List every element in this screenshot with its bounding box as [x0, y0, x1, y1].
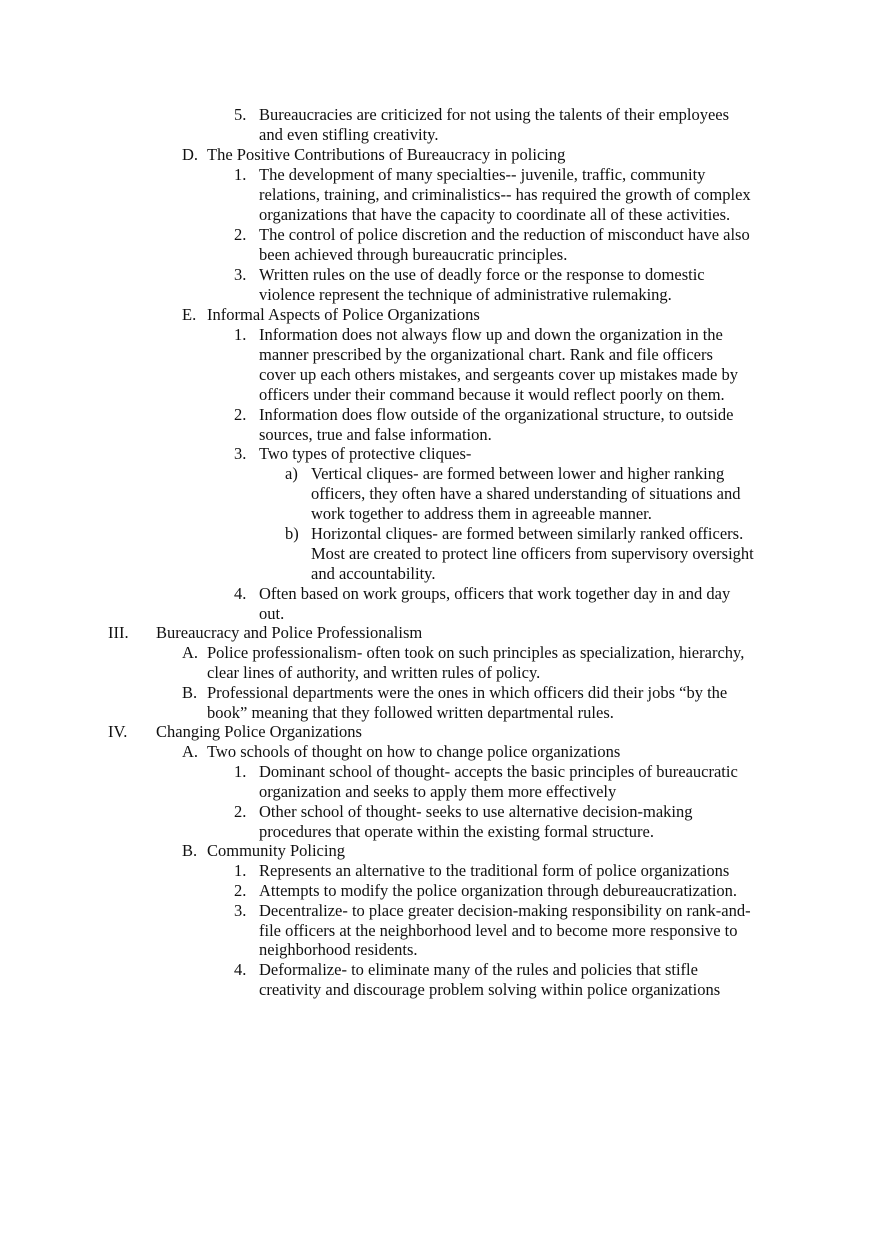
subitem-text-line: Horizontal cliques- are formed between similarly ranked officers. — [311, 524, 744, 543]
item-marker: 4. — [234, 960, 247, 979]
item-text-line: organizations that have the capacity to coordinate all of these activities. — [259, 205, 731, 224]
item-text-line: relations, training, and criminalistics-- has required the growth of complex — [259, 185, 751, 204]
item-text-line: creativity and discourage problem solving within police organizations — [259, 980, 721, 999]
item-marker: 2. — [234, 802, 247, 821]
item-text-line: Represents an alternative to the traditional form of police organizations — [259, 861, 730, 880]
item-text-line: violence represent the technique of administrative rulemaking. — [259, 285, 672, 304]
item-text-line: officers under their command because it would reflect poorly on them. — [259, 385, 725, 404]
subitem-text-line: and accountability. — [311, 564, 436, 583]
item-text-line: clear lines of authority, and written rules of policy. — [207, 663, 541, 682]
section-marker: A. — [182, 742, 199, 761]
item-text-line: book” meaning that they followed written departmental rules. — [207, 703, 614, 722]
item-text-line: Two types of protective cliques- — [259, 444, 472, 463]
item-text-line: Police professionalism- often took on such principles as specialization, hierarchy, — [207, 643, 745, 662]
item-text-line: Attempts to modify the police organization through debureaucratization. — [259, 881, 738, 900]
item-text-line: Other school of thought- seeks to use alternative decision-making — [259, 802, 693, 821]
item-text-line: sources, true and false information. — [259, 425, 492, 444]
item-marker: 2. — [234, 881, 247, 900]
subsection-heading: Community Policing — [207, 841, 345, 860]
item-text-line: The development of many specialties-- juvenile, traffic, community — [259, 165, 706, 184]
item-text-line: file officers at the neighborhood level and to become more responsive to — [259, 921, 738, 940]
item-marker: 4. — [234, 584, 247, 603]
roman-marker: III. — [108, 623, 129, 642]
item-marker: A. — [182, 643, 199, 662]
section-marker: D. — [182, 145, 199, 164]
item-marker: 2. — [234, 225, 247, 244]
item-text-line: Decentralize- to place greater decision-making responsibility on rank-and- — [259, 901, 751, 920]
item-marker: 1. — [234, 762, 247, 781]
item-marker: 1. — [234, 165, 247, 184]
item-marker: 3. — [234, 901, 247, 920]
item-text-line: Dominant school of thought- accepts the basic principles of bureaucratic — [259, 762, 738, 781]
item-text-line: Often based on work groups, officers that work together day in and day — [259, 584, 731, 603]
subitem-marker: b) — [285, 524, 299, 543]
section-heading: The Positive Contributions of Bureaucracy in policing — [207, 145, 566, 164]
item-text-line: Bureaucracies are criticized for not using the talents of their employees — [259, 105, 730, 124]
item-text-line: Professional departments were the ones in which officers did their jobs “by the — [207, 683, 728, 702]
item-text-line: neighborhood residents. — [259, 940, 418, 959]
section-heading: Informal Aspects of Police Organizations — [207, 305, 480, 324]
subitem-text-line: officers, they often have a shared understanding of situations and — [311, 484, 741, 503]
section-marker: E. — [182, 305, 197, 324]
item-text-line: The control of police discretion and the reduction of misconduct have also — [259, 225, 750, 244]
item-marker: 3. — [234, 265, 247, 284]
item-text-line: and even stifling creativity. — [259, 125, 439, 144]
section-marker: B. — [182, 841, 198, 860]
item-marker: 1. — [234, 325, 247, 344]
section-heading: Bureaucracy and Police Professionalism — [156, 623, 423, 642]
item-text-line: manner prescribed by the organizational chart. Rank and file officers — [259, 345, 713, 364]
item-marker: 3. — [234, 444, 247, 463]
roman-marker: IV. — [108, 722, 128, 741]
item-text-line: Information does not always flow up and down the organization in the — [259, 325, 723, 344]
item-marker: 2. — [234, 405, 247, 424]
item-text-line: cover up each others mistakes, and sergeants cover up mistakes made by — [259, 365, 738, 384]
item-text-line: Deformalize- to eliminate many of the rules and policies that stifle — [259, 960, 698, 979]
item-text-line: Information does flow outside of the organizational structure, to outside — [259, 405, 734, 424]
section-heading: Changing Police Organizations — [156, 722, 362, 741]
subsection-heading: Two schools of thought on how to change police organizations — [207, 742, 621, 761]
subitem-text-line: Vertical cliques- are formed between lower and higher ranking — [311, 464, 725, 483]
item-marker: 5. — [234, 105, 247, 124]
item-text-line: Written rules on the use of deadly force or the response to domestic — [259, 265, 705, 284]
item-text-line: been achieved through bureaucratic principles. — [259, 245, 568, 264]
subitem-marker: a) — [285, 464, 298, 483]
item-text-line: organization and seeks to apply them more effectively — [259, 782, 617, 801]
subitem-text-line: work together to address them in agreeable manner. — [311, 504, 652, 523]
item-marker: 1. — [234, 861, 247, 880]
item-text-line: procedures that operate within the existing formal structure. — [259, 822, 654, 841]
item-marker: B. — [182, 683, 198, 702]
item-text-line: out. — [259, 604, 285, 623]
subitem-text-line: Most are created to protect line officers from supervisory oversight — [311, 544, 754, 563]
